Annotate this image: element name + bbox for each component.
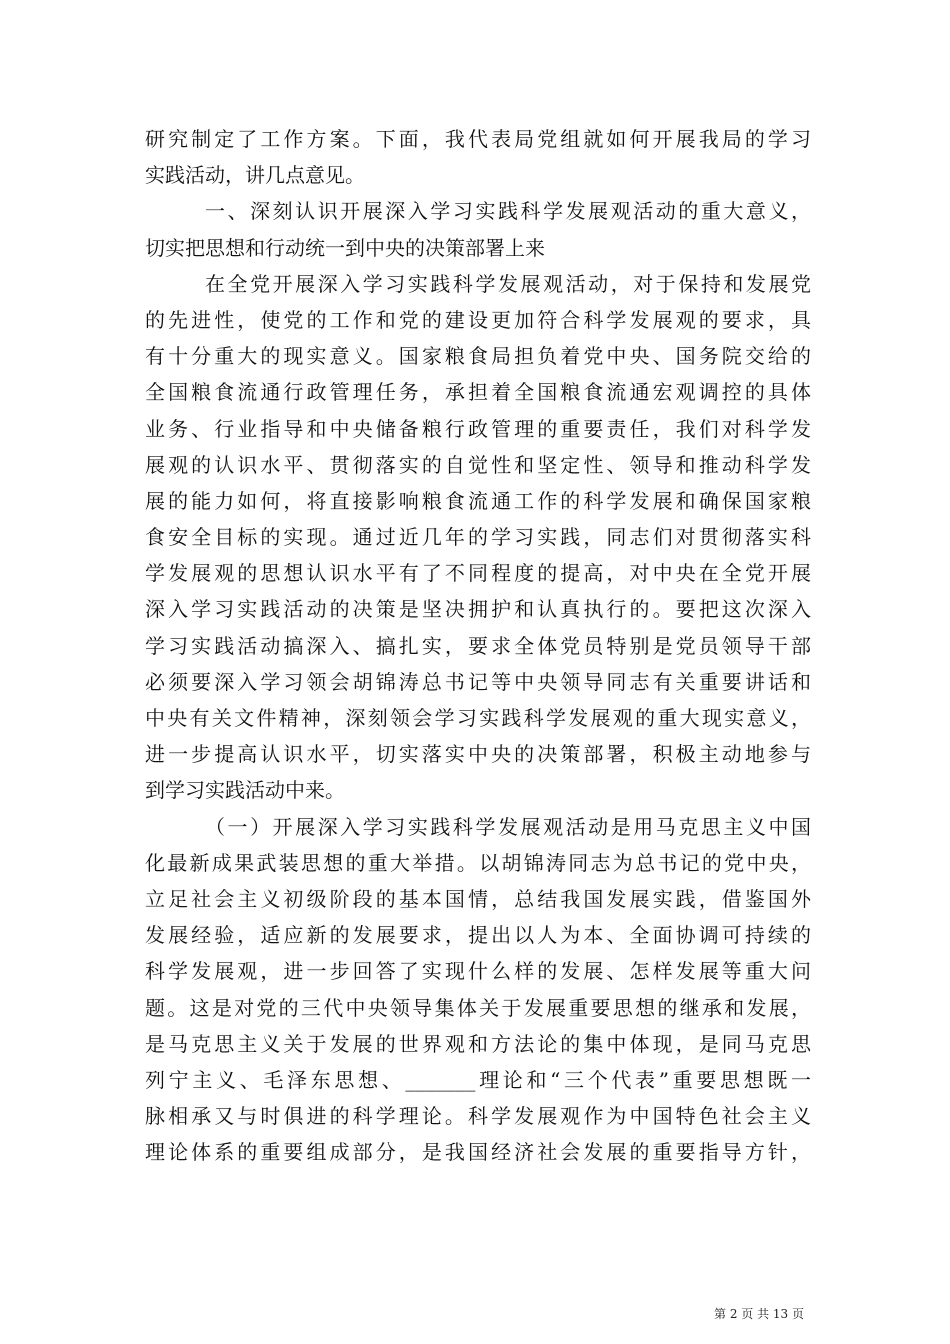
text-line: 实践活动，讲几点意见。 <box>145 163 365 188</box>
text-line: 一、深刻认识开展深入学习实践科学发展观活动的重大意义， <box>205 199 811 224</box>
text-line: （一）开展深入学习实践科学发展观活动是用马克思主义中国 <box>205 814 811 839</box>
text-line: 题。这是对党的三代中央领导集体关于发展重要思想的继承和发展， <box>145 995 811 1020</box>
text-line: 在全党开展深入学习实践科学发展观活动，对于保持和发展党 <box>205 271 811 296</box>
text-line: 进一步提高认识水平，切实落实中央的决策部署，积极主动地参与 <box>145 742 811 767</box>
page-number-footer: 第 2 页 共 13 页 <box>714 1307 804 1321</box>
text-line: 化最新成果武装思想的重大举措。以胡锦涛同志为总书记的党中央， <box>145 850 811 875</box>
text-line: 科学发展观，进一步回答了实现什么样的发展、怎样发展等重大问 <box>145 959 811 984</box>
text-line: 全国粮食流通行政管理任务，承担着全国粮食流通宏观调控的具体 <box>145 380 811 405</box>
text-line: 切实把思想和行动统一到中央的决策部署上来 <box>145 235 545 260</box>
text-line: 发展经验，适应新的发展要求，提出以人为本、全面协调可持续的 <box>145 923 811 948</box>
text-line: 列宁主义、毛泽东思想、_______理论和“三个代表”重要思想既一 <box>145 1067 811 1092</box>
text-line: 脉相承又与时俱进的科学理论。科学发展观作为中国特色社会主义 <box>145 1104 811 1129</box>
text-line: 有十分重大的现实意义。国家粮食局担负着党中央、国务院交给的 <box>145 344 811 369</box>
text-line: 中央有关文件精神，深刻领会学习实践科学发展观的重大现实意义， <box>145 706 811 730</box>
text-line: 学习实践活动搞深入、搞扎实，要求全体党员特别是党员领导干部 <box>145 633 811 658</box>
text-line: 业务、行业指导和中央储备粮行政管理的重要责任，我们对科学发 <box>145 416 811 441</box>
text-line: 食安全目标的实现。通过近几年的学习实践，同志们对贯彻落实科 <box>145 525 811 550</box>
text-line: 是马克思主义关于发展的世界观和方法论的集中体现，是同马克思 <box>145 1031 811 1056</box>
document-body <box>145 121 811 1170</box>
text-line: 展观的认识水平、贯彻落实的自觉性和坚定性、领导和推动科学发 <box>145 452 811 477</box>
text-line: 必须要深入学习领会胡锦涛总书记等中央领导同志有关重要讲话和 <box>145 669 811 694</box>
text-line: 学发展观的思想认识水平有了不同程度的提高，对中央在全党开展 <box>145 561 811 586</box>
text-line: 展的能力如何，将直接影响粮食流通工作的科学发展和确保国家粮 <box>145 488 811 513</box>
text-line: 理论体系的重要组成部分，是我国经济社会发展的重要指导方针， <box>145 1140 811 1165</box>
text-line: 立足社会主义初级阶段的基本国情，总结我国发展实践，借鉴国外 <box>145 886 811 911</box>
text-line: 研究制定了工作方案。下面，我代表局党组就如何开展我局的学习 <box>145 127 811 151</box>
text-line: 的先进性，使党的工作和党的建设更加符合科学发展观的要求，具 <box>145 307 811 332</box>
text-line: 到学习实践活动中来。 <box>145 778 345 803</box>
text-line: 深入学习实践活动的决策是坚决拥护和认真执行的。要把这次深入 <box>145 597 811 622</box>
